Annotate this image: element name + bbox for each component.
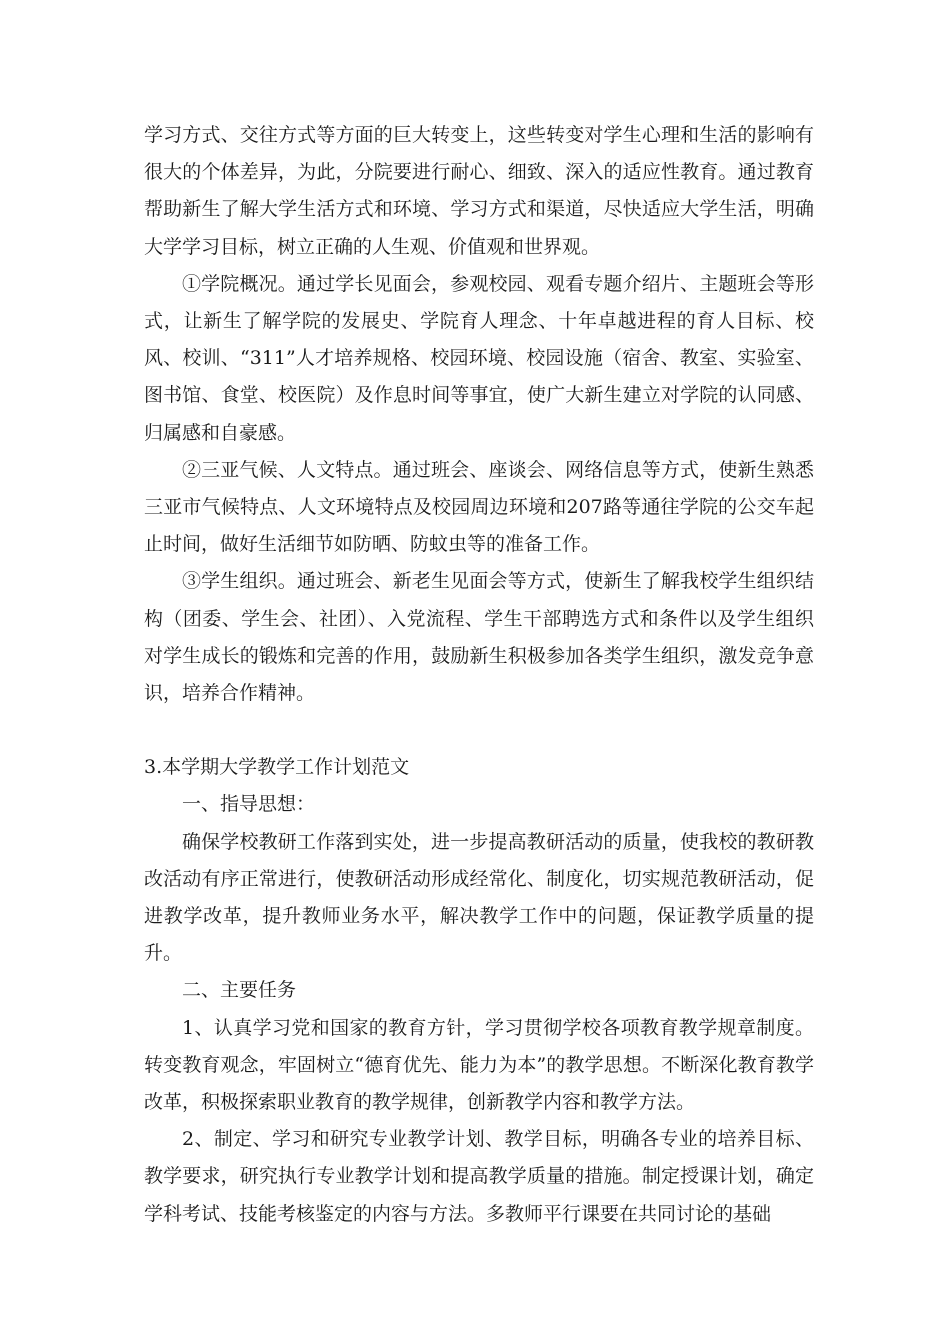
paragraph-guiding-ideology: 确保学校教研工作落到实处，进一步提高教研活动的质量，使我校的教研教改活动有序正常进行，使教研活动形成经常化、制度化，切实规范教研活动，促进教学改革，提升教师业务水平，解决教学工作中的问题，保证教学质量的提升。 bbox=[144, 830, 814, 965]
heading-main-tasks: 二、主要任务 bbox=[182, 979, 297, 1002]
paragraph-sanya-climate: ②三亚气候、人文特点。通过班会、座谈会、网络信息等方式，使新生熟悉三亚市气候特点、人文环境特点及校园周边环境和207路等通往学院的公交车起止时间，做好生活细节如防晒、防蚊虫等的准备工作。 bbox=[144, 458, 814, 556]
document-body bbox=[144, 117, 814, 1233]
paragraph-college-overview: ①学院概况。通过学长见面会，参观校园、观看专题介绍片、主题班会等形式，让新生了解学院的发展史、学院育人理念、十年卓越进程的育人目标、校风、校训、“311”人才培养规格、校园环境、校园设施（宿舍、教室、实验室、图书馆、食堂、校医院）及作息时间等事宜，使广大新生建立对学院的认同感、归属感和自豪感。 bbox=[144, 272, 814, 444]
paragraph-task-1: 1、认真学习党和国家的教育方针，学习贯彻学校各项教育教学规章制度。转变教育观念，牢固树立“德育优先、能力为本”的教学思想。不断深化教育教学改革，积极探索职业教育的教学规律，创新教学内容和教学方法。 bbox=[144, 1016, 814, 1114]
paragraph-continuation: 学习方式、交往方式等方面的巨大转变上，这些转变对学生心理和生活的影响有很大的个体差异，为此，分院要进行耐心、细致、深入的适应性教育。通过教育帮助新生了解大学生活方式和环境、学习方式和渠道，尽快适应大学生活，明确大学学习目标，树立正确的人生观、价值观和世界观。 bbox=[144, 124, 814, 258]
heading-guiding-ideology: 一、指导思想： bbox=[182, 793, 316, 816]
section-spacer bbox=[144, 712, 814, 749]
section-title: 3.本学期大学教学工作计划范文 bbox=[144, 756, 410, 779]
paragraph-student-organizations: ③学生组织。通过班会、新老生见面会等方式，使新生了解我校学生组织结构（团委、学生会、社团）、入党流程、学生干部聘选方式和条件以及学生组织对学生成长的锻炼和完善的作用，鼓励新生积极参加各类学生组织，激发竞争意识，培养合作精神。 bbox=[144, 570, 814, 705]
paragraph-task-2: 2、制定、学习和研究专业教学计划、教学目标，明确各专业的培养目标、教学要求，研究执行专业教学计划和提高教学质量的措施。制定授课计划，确定学科考试、技能考核鉴定的内容与方法。多教师平行课要在共同讨论的基础 bbox=[144, 1128, 814, 1225]
